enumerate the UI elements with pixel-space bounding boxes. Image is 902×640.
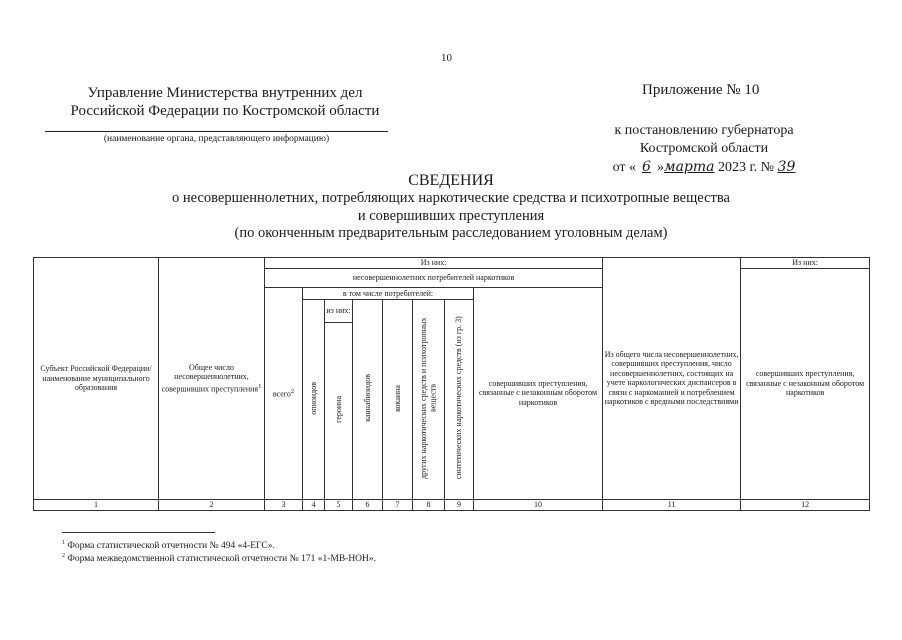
- decree-number: 39: [777, 159, 796, 175]
- header-other-drugs: других наркотических средств и психотропных веществ: [413, 300, 445, 499]
- decree-line-1: к постановлению губернатора: [614, 123, 794, 138]
- subtitle-line-3: (по оконченным предварительным расследованием уголовным делам): [234, 225, 668, 241]
- col-number: 12: [741, 499, 870, 510]
- footnote-2: $^2$ Форма межведомственной статистической отчетности № 171 «1-МВ-НОН».: [62, 553, 377, 565]
- col-number: 2: [159, 499, 265, 510]
- col-number: 3: [265, 499, 303, 510]
- footnote-1: $^1$ Форма статистической отчетности № 494 «4-ЕГС».: [62, 540, 275, 552]
- header-col12: совершивших преступления, связанные с незаконным оборотом наркотиков: [741, 268, 870, 499]
- appendix-title: Приложение № 10: [642, 82, 760, 98]
- header-total-minors: Общее число несовершеннолетних, совершивших преступления$^1$: [159, 258, 265, 500]
- date-year: 2023 г. №: [718, 160, 775, 175]
- document-subtitle: [0, 190, 902, 243]
- col-number: 11: [603, 499, 741, 510]
- col-number: 8: [413, 499, 445, 510]
- decree-line-2: Костромской области: [639, 141, 769, 156]
- header-heroin-of-them: из них:: [325, 300, 353, 323]
- col-number: 9: [445, 499, 474, 510]
- organization-block: [30, 84, 420, 120]
- header-including-users: в том числе потребителей:: [303, 287, 474, 299]
- header-synthetic-drugs: синтетических наркотических средств (из гр. 3): [445, 300, 474, 499]
- date-month: марта: [663, 159, 715, 175]
- header-of-them-2: Из них:: [741, 258, 870, 269]
- col-number: 10: [474, 499, 603, 510]
- col-number: 1: [34, 499, 159, 510]
- header-subject: Субъект Российской Федерации/ наименование муниципального образования: [34, 258, 159, 500]
- footnote-separator: [62, 532, 215, 533]
- date-day: 6: [642, 159, 651, 175]
- organization-line-1: Управление Министерства внутренних дел: [87, 85, 363, 101]
- page-number: 10: [441, 52, 452, 64]
- header-of-them: Из них:: [265, 258, 603, 269]
- date-mid: »: [656, 160, 664, 175]
- header-minor-drug-users: несовершеннолетних потребителей наркотиков: [265, 268, 603, 287]
- subtitle-line-2: и совершивших преступления: [357, 207, 545, 224]
- header-cannabinoids: каннабиоидов: [353, 300, 383, 499]
- date-prefix: от «: [612, 160, 637, 175]
- subtitle-line-1: о несовершеннолетних, потребляющих наркотические средства и психотропные вещества: [172, 190, 730, 206]
- column-numbers-row: [34, 499, 870, 510]
- organization-line-2: Российской Федерации по Костромской области: [70, 103, 380, 119]
- header-cocaine: кокаина: [383, 300, 413, 499]
- organization-signature-line: [45, 131, 388, 132]
- header-heroin: героина: [325, 322, 353, 499]
- decree-block: [560, 122, 848, 177]
- document-title: СВЕДЕНИЯ: [408, 172, 494, 189]
- col-number: 4: [303, 499, 325, 510]
- header-total: всего$^2$: [265, 287, 303, 499]
- statistics-table: [33, 257, 870, 511]
- header-col10: совершивших преступления, связанные с незаконным оборотом наркотиков: [474, 287, 603, 499]
- col-number: 6: [353, 499, 383, 510]
- header-registered-minors: Из общего числа несовершеннолетних, совершивших преступления, число несовершеннолетних, состоящих на учете наркологических диспансеров в связи с наркоманией и потреблением наркотиков с вредными последствиями: [603, 258, 741, 500]
- header-opioids: опиоидов: [303, 300, 325, 499]
- col-number: 5: [325, 499, 353, 510]
- col-number: 7: [383, 499, 413, 510]
- organization-caption: (наименование органа, представляющего информацию): [103, 134, 330, 144]
